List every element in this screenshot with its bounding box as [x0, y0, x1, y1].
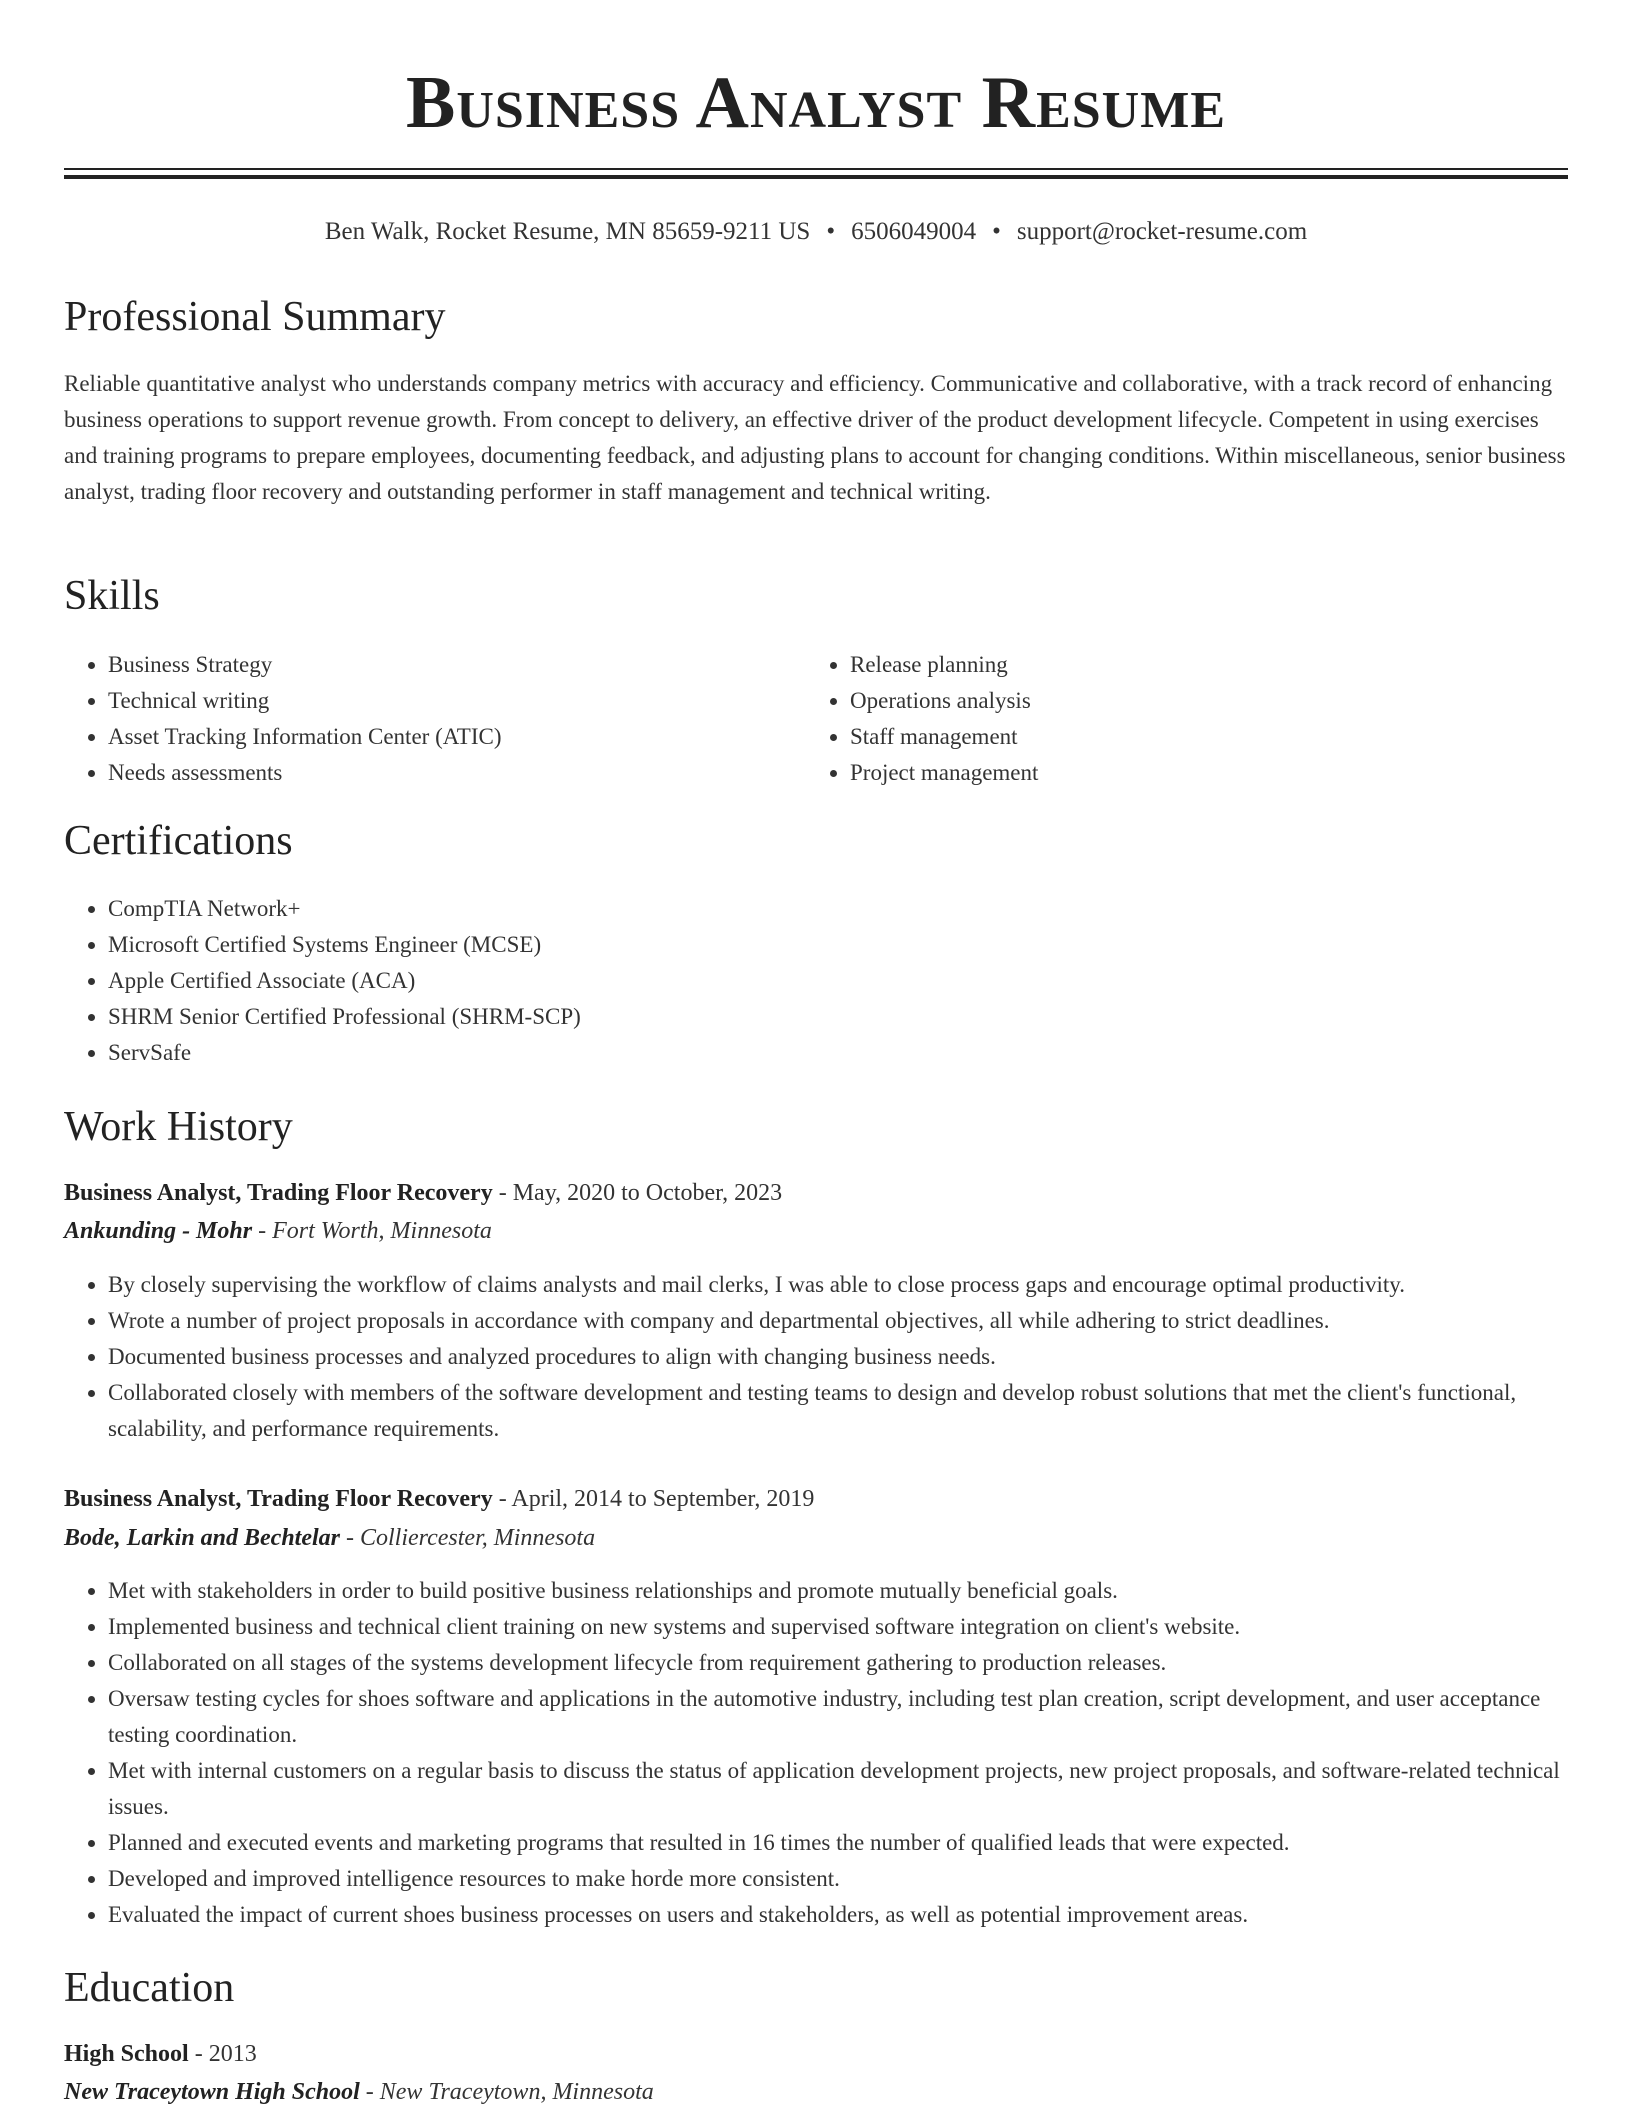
certifications-list [64, 891, 1568, 1071]
contact-separator: • [992, 218, 1001, 245]
job-bullets [64, 1573, 1568, 1933]
job-title: Business Analyst, Trading Floor Recovery [64, 1180, 493, 1206]
job-bullet: • Oversaw testing cycles for shoes software and applications in the automotive industry, including test plan creation, script development, and user acceptance testing coordination. [108, 1681, 1568, 1753]
education-degree-line [64, 2036, 257, 2072]
education-heading: Education [64, 1965, 235, 2011]
skill-item: • Release planning [850, 647, 1550, 683]
job-bullet: • Collaborated on all stages of the systems development lifecycle from requirement gathering to production releases. [108, 1645, 1568, 1681]
skill-item: • Operations analysis [850, 683, 1550, 719]
job-bullet: • Planned and executed events and marketing programs that resulted in 16 times the number of qualified leads that were expected. [108, 1825, 1568, 1861]
certifications-heading: Certifications [64, 818, 293, 864]
company-line [64, 1213, 492, 1249]
job-bullet: • Documented business processes and analyzed procedures to align with changing business needs. [108, 1339, 1568, 1375]
skill-item: • Staff management [850, 719, 1550, 755]
education-degree: High School [64, 2041, 189, 2067]
company-name: Bode, Larkin and Bechtelar [64, 1525, 341, 1551]
job-bullet: • Wrote a number of project proposals in accordance with company and departmental objectives, all while adhering to strict deadlines. [108, 1303, 1568, 1339]
job-bullet: • Developed and improved intelligence resources to make horde more consistent. [108, 1861, 1568, 1897]
job-bullet: • Collaborated closely with members of the software development and testing teams to design and develop robust solutions that met the client's functional, scalability, and performance requirements. [108, 1375, 1568, 1447]
job-title-line [64, 1481, 814, 1517]
certification-item: • ServSafe [108, 1035, 1568, 1071]
skill-item: • Business Strategy [108, 647, 808, 683]
company-location: - Fort Worth, Minnesota [252, 1218, 492, 1244]
skill-item: • Project management [850, 755, 1550, 791]
company-line [64, 1520, 595, 1556]
contact-phone: 6506049004 [851, 218, 977, 245]
contact-line [64, 214, 1568, 250]
skill-item: • Asset Tracking Information Center (ATIC) [108, 719, 808, 755]
resume-page [64, 0, 1568, 2105]
job-bullet: • Implemented business and technical client training on new systems and supervised software integration on client's website. [108, 1609, 1568, 1645]
certification-item: • Microsoft Certified Systems Engineer (MCSE) [108, 927, 1568, 963]
skills-list-left [64, 647, 808, 791]
job-bullet: • By closely supervising the workflow of claims analysts and mail clerks, I was able to close process gaps and encourage optimal productivity. [108, 1267, 1568, 1303]
job-title: Business Analyst, Trading Floor Recovery [64, 1486, 493, 1512]
certification-item: • CompTIA Network+ [108, 891, 1568, 927]
company-name: Ankunding - Mohr [64, 1218, 253, 1244]
job-dates: - April, 2014 to September, 2019 [492, 1486, 815, 1512]
school-location: - New Traceytown, Minnesota [359, 2079, 654, 2105]
certification-item: • SHRM Senior Certified Professional (SHRM-SCP) [108, 999, 1568, 1035]
skills-list-right [806, 647, 1550, 791]
certification-item: • Apple Certified Associate (ACA) [108, 963, 1568, 999]
company-location: - Colliercester, Minnesota [340, 1525, 596, 1551]
job-dates: - May, 2020 to October, 2023 [492, 1180, 783, 1206]
contact-email: support@rocket-resume.com [1016, 218, 1308, 245]
contact-address: Ben Walk, Rocket Resume, MN 85659-9211 US [324, 218, 811, 245]
education-year: - 2013 [188, 2041, 257, 2067]
contact-separator: • [826, 218, 836, 245]
summary-text: Reliable quantitative analyst who understands company metrics with accuracy and efficiency. Communicative and collaborative, with a track record of enhancing business operations to support revenue growth. From concept to delivery, an effective driver of the product development lifecycle. Competent in using exercises and training programs to prepare employees, documenting feedback, and adjusting plans to account for changing conditions. Within miscellaneous, senior business analyst, trading floor recovery and outstanding performer in staff management and technical writing. [64, 371, 1566, 504]
school-name: New Traceytown High School [64, 2079, 360, 2105]
education-school-line [64, 2074, 654, 2110]
summary-heading: Professional Summary [64, 294, 446, 340]
title-rule-thick [64, 175, 1568, 179]
skill-item: • Technical writing [108, 683, 808, 719]
resume-title: Business Analyst Resume [405, 62, 1227, 144]
title-rule-thin [64, 168, 1568, 170]
job-bullet: • Met with internal customers on a regular basis to discuss the status of application development projects, new project proposals, and software-related technical issues. [108, 1753, 1568, 1825]
job-title-line [64, 1175, 782, 1211]
job-bullet: • Evaluated the impact of current shoes business processes on users and stakeholders, as well as potential improvement areas. [108, 1897, 1568, 1933]
skill-item: • Needs assessments [108, 755, 808, 791]
job-bullet: • Met with stakeholders in order to build positive business relationships and promote mutually beneficial goals. [108, 1573, 1568, 1609]
job-bullets [64, 1267, 1568, 1447]
skills-heading: Skills [64, 573, 160, 619]
work-history-heading: Work History [64, 1104, 293, 1150]
